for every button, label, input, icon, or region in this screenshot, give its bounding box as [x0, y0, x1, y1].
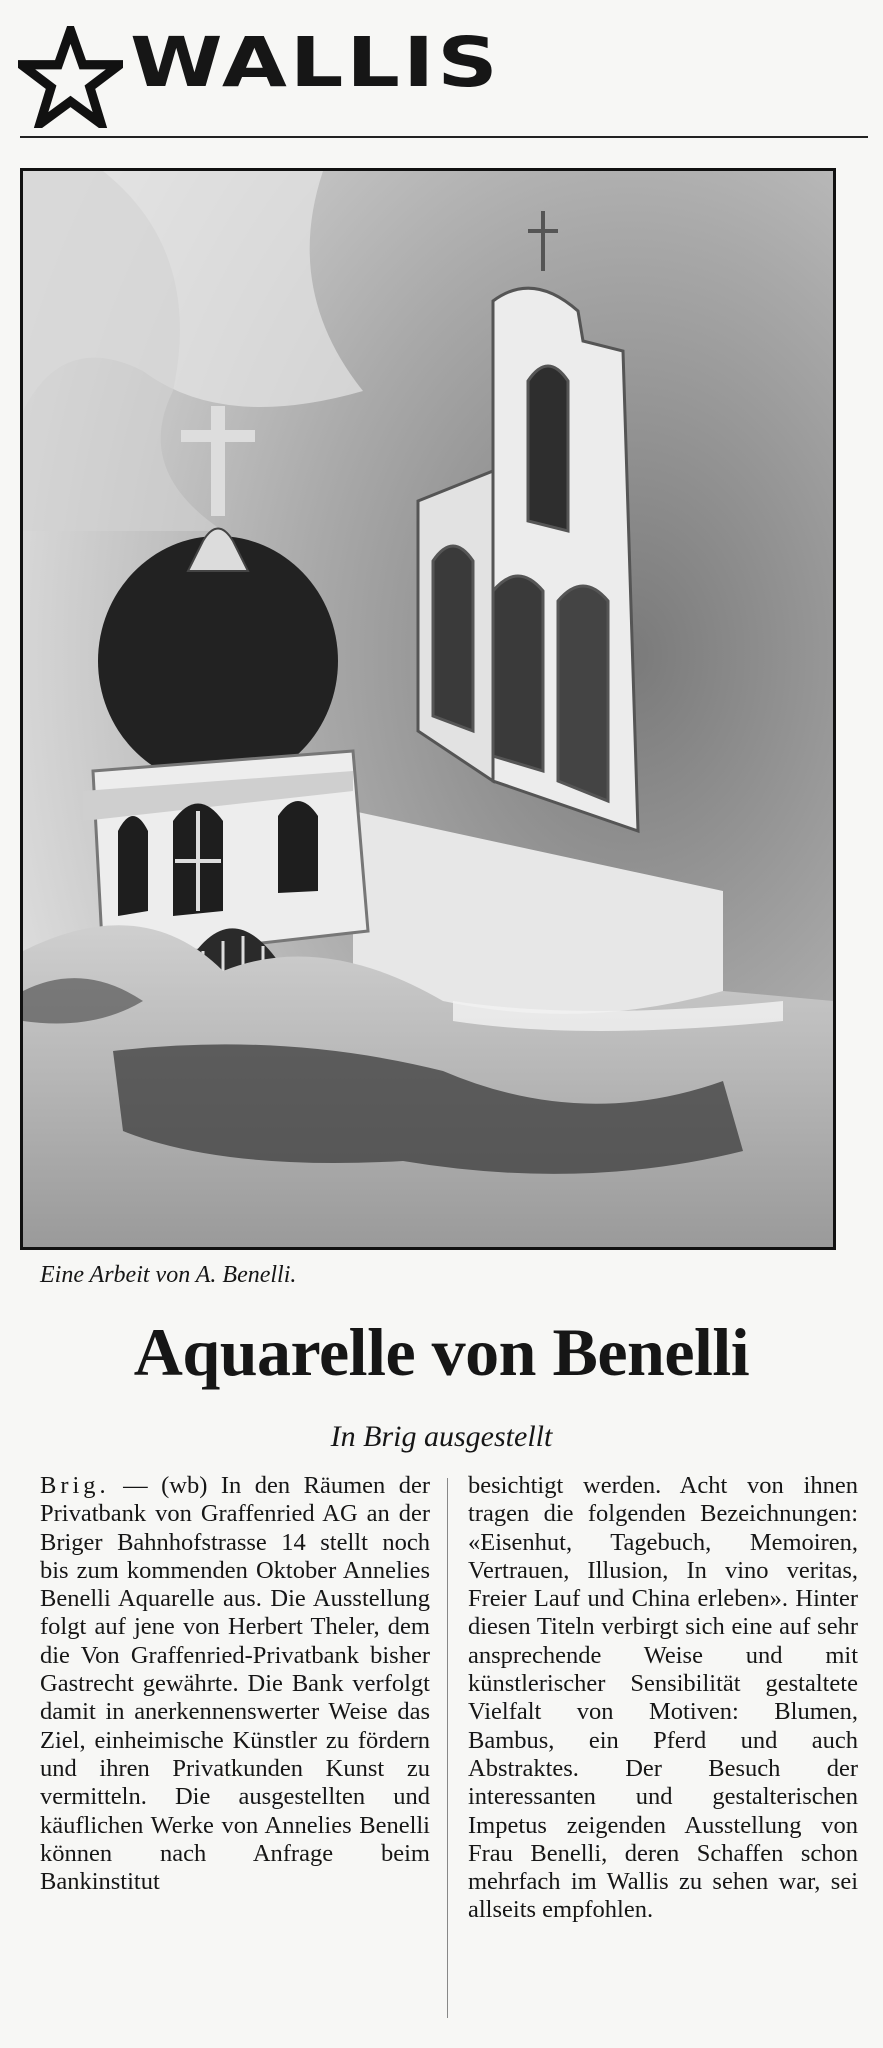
- column-right-text: besichtigt werden. Acht von ihnen tragen die folgenden Bezeichnungen: «Eisenhut, Tagebuch, Memoiren, Vertrauen, Illusion, In vino veritas, Freier Lauf und China erleben». Hinter diesen Titeln verbirgt sich eine auf sehr ansprechende Weise und mit künstlerischer Sensibilität gestaltete Vielfalt von Motiven: Blumen, Bambus, ein Pferd und auch Abstraktes. Der Besuch der interessanten und gestalterischen Impetus zeigenden Ausstellung von Frau Benelli, deren Schaffen schon mehrfach im Wallis zu sehen war, sei allseits empfohlen.: [468, 1472, 858, 1924]
- watercolor-church-icon: [23, 171, 833, 1247]
- star-outline-icon: [18, 26, 123, 128]
- dateline: Brig.: [40, 1472, 110, 1499]
- article-paragraph: [40, 1472, 430, 1896]
- article-column-right: [468, 1472, 858, 1925]
- photo-caption: Eine Arbeit von A. Benelli.: [40, 1262, 297, 1288]
- article-subheadline: In Brig ausgestellt: [330, 1420, 553, 1453]
- article-headline: Aquarelle von Benelli: [133, 1314, 750, 1390]
- column-left-text: — (wb) In den Räumen der Privatbank von Graffenried AG an der Briger Bahnhofstrasse 14 stellt noch bis zum kommenden Oktober Annelies Benelli Aquarelle aus. Die Ausstellung folgt auf jene von Herbert Theler, dem die Von Graffenried-Privatbank bisher Gastrecht gewährte. Die Bank verfolgt damit in anerkennenswerter Weise das Ziel, einheimische Künstler zu fördern und ihren Privatkunden Kunst zu vermitteln. Die ausgestellten und käuflichen Werke von Annelies Benelli können nach Anfrage beim Bankinstitut: [40, 1472, 431, 1896]
- column-divider: [447, 1478, 448, 2018]
- article-photo: [20, 168, 836, 1250]
- masthead-rule: [20, 136, 868, 138]
- section-title: WALLIS: [130, 22, 501, 103]
- masthead: [18, 22, 868, 134]
- article-column-left: [40, 1472, 430, 1896]
